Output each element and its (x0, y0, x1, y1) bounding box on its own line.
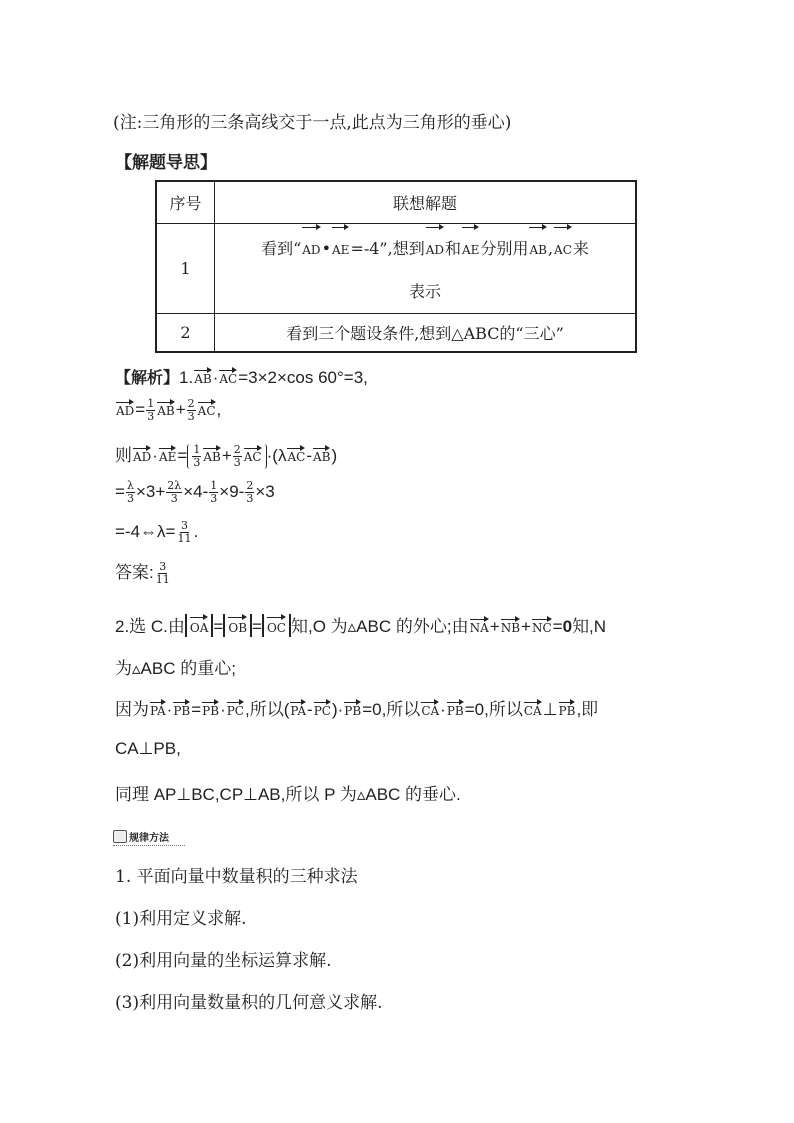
text: =3×2×cos 60°=3, (238, 368, 368, 387)
text: = (115, 481, 125, 501)
row1-text-a: 看到“ (261, 238, 302, 258)
vector-PA: PA (150, 699, 166, 718)
vector-AE: AE (159, 445, 176, 464)
method-item-3: (3)利用向量数量积的几何意义求解. (115, 993, 383, 1013)
row1-dot: • (321, 238, 331, 258)
text: + (521, 617, 531, 636)
vector-PB: PB (344, 699, 361, 718)
text: ,所以( (245, 700, 290, 719)
vector-AD: AD (116, 399, 134, 418)
text: 知,N (572, 617, 607, 636)
vector-PB: PB (559, 699, 576, 718)
text: =0,所以 (464, 700, 523, 719)
method-badge (113, 828, 185, 844)
fraction: $\frac{2}{3}$ (187, 397, 195, 423)
text: ×9- (219, 481, 245, 501)
solution-line-4 (115, 480, 275, 505)
text: - (306, 446, 312, 465)
vector-PB: PB (447, 699, 464, 718)
text: 1. (179, 368, 194, 387)
fraction: $\frac{1}{3}$ (147, 397, 155, 423)
vector-AB: AB (157, 399, 174, 418)
text: · (440, 700, 446, 719)
vector-AD: AD (302, 224, 320, 271)
table-header-content: 联想解题 (215, 181, 637, 223)
text: - (307, 700, 313, 719)
fraction: $\frac{1}{3}$ (210, 479, 218, 505)
badge-underline (113, 845, 185, 846)
abs-value (185, 614, 214, 637)
text: = (191, 700, 202, 719)
text: )· (331, 700, 344, 719)
vector-AC: AC (244, 445, 262, 464)
text: + (175, 399, 186, 419)
part2-line-3 (115, 695, 598, 720)
vector-AD: AD (426, 224, 444, 271)
text: = (135, 399, 146, 419)
vector-CA: CA (524, 699, 542, 718)
vector-PC: PC (314, 699, 331, 718)
row1-text-c: 和 (445, 238, 462, 258)
text: ⊥ (542, 700, 558, 719)
row1-text-g: 表示 (408, 281, 441, 301)
text: = (552, 617, 563, 636)
text: = (252, 617, 262, 636)
text: =0,所以 (362, 700, 421, 719)
text: = (213, 617, 224, 636)
vector-AE: AE (462, 224, 479, 271)
text: 2.选 C.由 (115, 617, 185, 636)
abs-value (223, 614, 252, 637)
part2-line-2: 为▵ABC 的重心; (115, 659, 236, 678)
guide-title: 【解题导思】 (115, 153, 217, 173)
table-header-num: 序号 (156, 181, 215, 223)
fraction: $\frac{\lambda}{3}$ (126, 479, 134, 505)
text: ×4- (183, 481, 209, 501)
table-row2-num: 2 (156, 313, 215, 352)
method-title: 1. 平面向量中数量积的三种求法 (115, 867, 358, 887)
vector-PA: PA (290, 699, 306, 718)
row1-text-f: 来 (572, 238, 589, 258)
text: + (489, 617, 500, 636)
vector-AB: AB (203, 445, 220, 464)
method-item-2: (2)利用向量的坐标运算求解. (115, 951, 332, 971)
vector-AC: AC (198, 399, 216, 418)
fraction: $\frac{3}{11}$ (177, 519, 192, 545)
vector-AB: AB (529, 224, 546, 271)
part2-line-4: CA⊥PB, (115, 739, 181, 758)
row1-text-e: , (547, 238, 554, 258)
vector-NB: NB (501, 616, 520, 635)
fraction: $\frac{3}{11}$ (155, 560, 170, 587)
method-badge-label: 规律方法 (129, 833, 169, 844)
vector-AC: AC (287, 445, 305, 464)
vector-OB: OB (228, 614, 247, 637)
text: 因为 (115, 700, 149, 719)
text: 则 (115, 446, 132, 465)
abs-value (262, 614, 291, 637)
text: · (220, 700, 226, 719)
text: ·(λ (266, 446, 287, 465)
vector-AB: AB (194, 367, 211, 386)
part2-line-1 (115, 612, 606, 637)
answer-line (115, 558, 172, 586)
solution-line-3 (115, 441, 337, 469)
text: + (221, 446, 232, 465)
text: . (193, 521, 199, 541)
text: ,即 (576, 700, 599, 719)
book-icon (113, 830, 127, 843)
bracket-group (187, 444, 266, 469)
zero-vector: 0 (562, 617, 573, 636)
vector-PB: PB (202, 699, 219, 718)
table-row2-content: 看到三个题设条件,想到△ABC的“三心” (215, 313, 637, 352)
text: , (216, 399, 222, 419)
vector-CA: CA (421, 699, 439, 718)
text: ×3+ (135, 481, 166, 501)
text: =-4⇔λ= (115, 521, 176, 541)
row1-text-b: =-4”,想到 (350, 238, 425, 258)
text: · (152, 446, 158, 465)
note-line: (注:三角形的三条高线交于一点,此点为三角形的垂心) (113, 113, 512, 133)
vector-AC: AC (554, 224, 572, 271)
text: ) (331, 446, 338, 465)
table-row1-num: 1 (156, 223, 215, 313)
row1-text-d: 分别用 (480, 238, 529, 258)
vector-PC: PC (227, 699, 244, 718)
fraction: $\frac{2\lambda}{3}$ (167, 479, 182, 505)
fraction: $\frac{1}{3}$ (193, 443, 201, 470)
text: 知,O 为▵ABC 的外心;由 (290, 617, 469, 636)
fraction: $\frac{2}{3}$ (246, 479, 254, 505)
text: · (166, 700, 173, 719)
vector-OC: OC (267, 614, 286, 637)
text: = (177, 446, 188, 465)
fraction: $\frac{2}{3}$ (233, 443, 241, 470)
solution-line-1 (115, 365, 368, 388)
text: · (212, 368, 219, 387)
vector-NA: NA (470, 616, 489, 635)
text: 答案: (115, 563, 154, 582)
vector-AD: AD (133, 445, 151, 464)
table-row1-content (215, 223, 637, 313)
vector-AC: AC (219, 367, 237, 386)
vector-AE: AE (332, 224, 349, 271)
solution-line-5 (115, 520, 198, 545)
method-item-1: (1)利用定义求解. (115, 909, 247, 929)
solution-label: 【解析】 (115, 368, 180, 387)
vector-NC: NC (532, 616, 552, 635)
text: ×3 (255, 481, 275, 501)
guide-table (155, 180, 637, 353)
vector-OA: OA (190, 614, 209, 637)
vector-PB: PB (173, 699, 190, 718)
vector-AB: AB (313, 445, 330, 464)
part2-line-5: 同理 AP⊥BC,CP⊥AB,所以 P 为▵ABC 的垂心. (115, 785, 461, 804)
solution-line-2 (115, 398, 221, 423)
